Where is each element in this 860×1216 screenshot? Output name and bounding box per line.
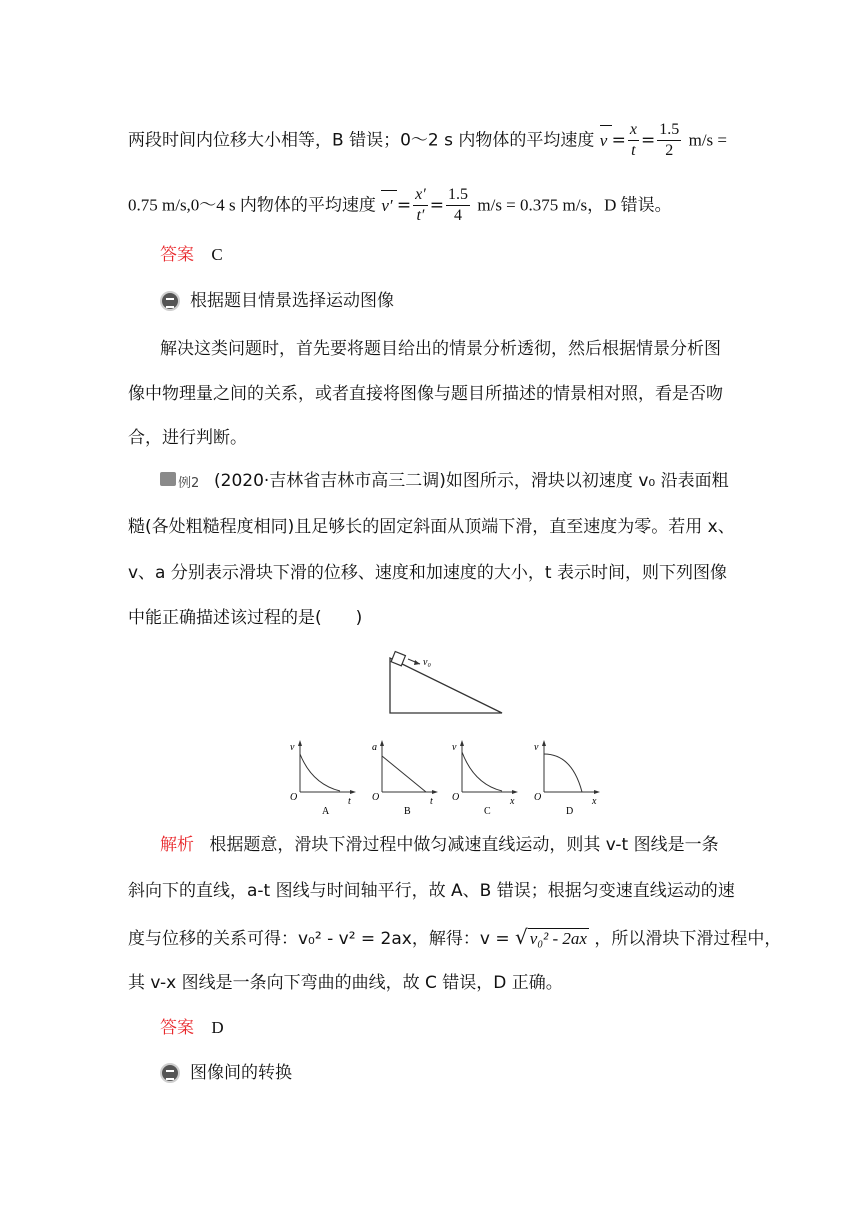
slider-block <box>391 651 405 665</box>
example-label: 例2 <box>178 476 200 491</box>
svg-text:O: O <box>372 792 380 803</box>
svg-text:v: v <box>452 742 457 753</box>
section-title: 根据题目情景选择运动图像 <box>190 291 394 311</box>
v0-label: v₀ <box>423 657 431 668</box>
svg-text:a: a <box>372 742 377 753</box>
avg-velocity-symbol: v <box>600 131 612 150</box>
svg-text:B: B <box>404 806 411 817</box>
svg-text:A: A <box>322 806 330 817</box>
svg-text:D: D <box>566 806 574 817</box>
text-line: 两段时间内位移大小相等，B 错误；0～2 s 内物体的平均速度 v = $\frac{x}{t}$ = $\frac{1.5}{2}$ m/s = <box>128 121 727 159</box>
graph-A <box>290 740 356 817</box>
body-line: 解决这类问题时，首先要将题目给出的情景分析透彻，然后根据情景分析图 <box>160 339 721 359</box>
svg-text:v: v <box>290 742 295 753</box>
incline-diagram <box>390 651 502 713</box>
analysis-line: 斜向下的直线，a-t 图线与时间轴平行，故 A、B 错误；根据匀变速直线运动的速 <box>128 881 735 901</box>
graph-D <box>534 740 600 817</box>
answer-value: D <box>211 1018 224 1037</box>
analysis-line: 度与位移的关系可得：v₀² - v² = 2ax，解得：v = √ v₀² - 2ax ，所以滑块下滑过程中， <box>128 925 782 949</box>
avg-velocity-symbol: v′ <box>381 196 397 215</box>
svg-text:O: O <box>290 792 298 803</box>
problem-figure <box>280 645 610 820</box>
example-icon <box>160 472 176 486</box>
analysis-line: 其 v-x 图线是一条向下弯曲的曲线，故 C 错误，D 正确。 <box>128 973 563 993</box>
body-line: 合，进行判断。 <box>128 428 247 448</box>
section-badge-icon <box>160 1063 180 1083</box>
analysis-line: 解析 根据题意，滑块下滑过程中做匀减速直线运动，则其 v-t 图线是一条 <box>160 835 719 855</box>
svg-text:C: C <box>484 806 491 817</box>
analysis-label: 解析 <box>160 835 194 855</box>
svg-text:O: O <box>534 792 542 803</box>
svg-text:t: t <box>348 796 351 807</box>
answer-value: C <box>211 245 223 264</box>
svg-text:t: t <box>430 796 433 807</box>
svg-text:O: O <box>452 792 460 803</box>
svg-text:v: v <box>534 742 539 753</box>
answer-label: 答案 <box>160 1018 194 1038</box>
section-badge-icon <box>160 291 180 311</box>
example-line: v、a 分别表示滑块下滑的位移、速度和加速度的大小，t 表示时间，则下列图像 <box>128 563 727 583</box>
example-line: (2020·吉林省吉林市高三二调)如图所示，滑块以初速度 v₀ 沿表面粗 <box>214 471 729 491</box>
graph-B <box>372 740 438 817</box>
graph-C <box>452 740 518 817</box>
section-title: 图像间的转换 <box>190 1063 292 1083</box>
answer-label: 答案 <box>160 245 194 265</box>
sqrt-expression: v₀² - 2ax <box>529 929 587 948</box>
example-line: 中能正确描述该过程的是( ) <box>128 608 363 628</box>
answer-line <box>160 244 223 266</box>
example-line: 糙(各处粗糙程度相同)且足够长的固定斜面从顶端下滑，直至速度为零。若用 x、 <box>128 517 735 537</box>
svg-text:x: x <box>510 796 515 807</box>
svg-text:x: x <box>592 796 597 807</box>
text-line: 0.75 m/s,0～4 s 内物体的平均速度 v′ = $\frac{x'}{t'}$ = $\frac{1.5}{4}$ m/s = 0.375 m/s，D 错误。 <box>128 186 672 224</box>
answer-line <box>160 1017 224 1039</box>
body-line: 像中物理量之间的关系，或者直接将图像与题目所描述的情景相对照，看是否吻 <box>128 384 723 404</box>
